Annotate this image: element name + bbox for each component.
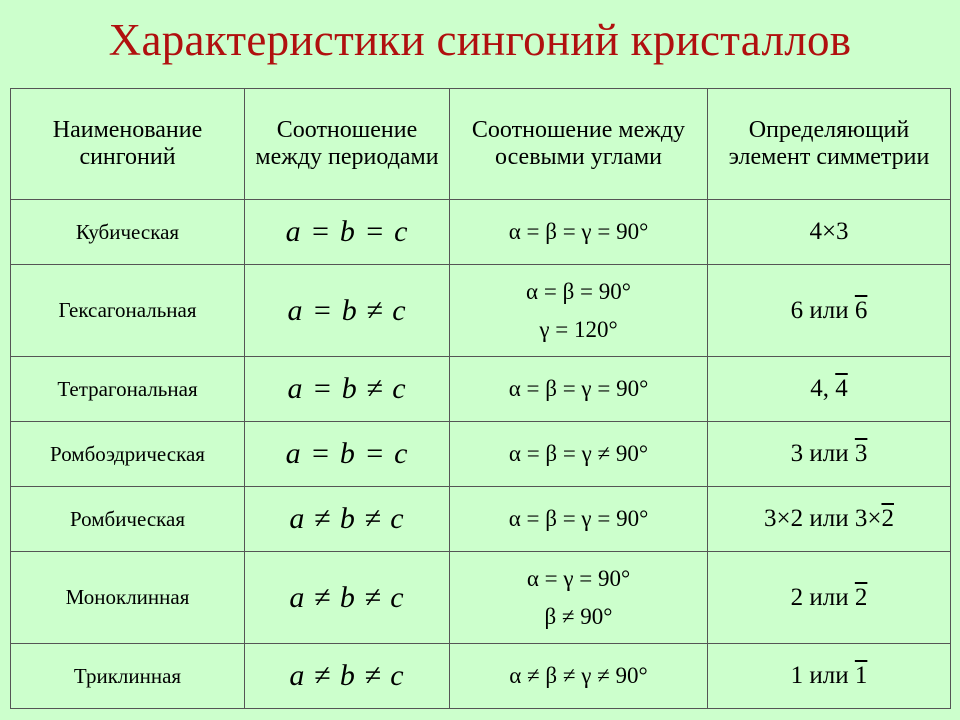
period-relation: a = b = c — [245, 200, 450, 265]
angle-line: α ≠ β ≠ γ ≠ 90° — [509, 663, 648, 688]
table-row — [11, 487, 951, 552]
angle-relation — [450, 357, 708, 422]
table-row — [11, 644, 951, 709]
symmetry-or: или — [803, 296, 855, 324]
syngony-name: Тетрагональная — [11, 357, 245, 422]
angle-line: α = β = γ = 90° — [508, 219, 649, 244]
symmetry-or: или — [803, 662, 855, 689]
period-relation: a ≠ b ≠ c — [245, 644, 450, 709]
angle-relation — [450, 552, 708, 644]
symmetry-prefix: 3× — [854, 505, 882, 532]
header-angles: Соотношение между осевыми углами — [450, 89, 708, 200]
symmetry-element — [708, 552, 951, 644]
angle-relation — [450, 644, 708, 709]
symmetry-main: 1 — [790, 662, 804, 689]
table-row — [11, 265, 951, 357]
symmetry-inversion: 3 — [854, 440, 868, 467]
symmetry-element — [708, 487, 951, 552]
syngony-name: Моноклинная — [11, 552, 245, 644]
angle-line: α = β = γ ≠ 90° — [508, 441, 649, 466]
period-relation: a = b ≠ c — [245, 265, 450, 357]
angle-relation — [450, 487, 708, 552]
syngony-name: Кубическая — [11, 200, 245, 265]
symmetry-inversion: 4 — [835, 375, 848, 402]
symmetry-main: 3×2 — [764, 505, 804, 532]
header-symmetry: Определяющий элемент симметрии — [708, 89, 951, 200]
table-row — [11, 552, 951, 644]
symmetry-or: или — [803, 583, 855, 611]
syngony-name: Гексагональная — [11, 265, 245, 357]
syngony-name: Ромбическая — [11, 487, 245, 552]
symmetry-main: 6 — [790, 296, 804, 324]
symmetry-inversion: 2 — [854, 583, 868, 611]
period-relation: a ≠ b ≠ c — [245, 552, 450, 644]
header-name: Наименование сингоний — [11, 89, 245, 200]
symmetry-or: или — [803, 505, 855, 532]
period-relation: a = b = c — [245, 422, 450, 487]
page-title: Характеристики сингоний кристаллов — [108, 15, 852, 65]
table-row — [11, 422, 951, 487]
symmetry-inversion: 1 — [854, 662, 868, 689]
angle-relation — [450, 265, 708, 357]
symmetry-main: 4, — [810, 375, 829, 402]
angle-line: β ≠ 90° — [544, 603, 613, 629]
angle-line: α = β = γ = 90° — [508, 506, 649, 531]
symmetry-inversion: 6 — [854, 296, 868, 324]
header-periods: Соотношение между периодами — [245, 89, 450, 200]
angle-line: α = β = 90° — [526, 278, 631, 304]
angle-line: α = γ = 90° — [526, 565, 631, 591]
symmetry-main: 2 — [790, 583, 804, 611]
syngony-name: Триклинная — [11, 644, 245, 709]
table-row — [11, 357, 951, 422]
symmetry-element — [708, 200, 951, 265]
syngony-name: Ромбоэдрическая — [11, 422, 245, 487]
period-relation: a ≠ b ≠ c — [245, 487, 450, 552]
period-relation: a = b ≠ c — [245, 357, 450, 422]
symmetry-element — [708, 422, 951, 487]
symmetry-element — [708, 265, 951, 357]
symmetry-inversion: 2 — [881, 505, 894, 532]
table-row — [11, 200, 951, 265]
symmetry-element — [708, 357, 951, 422]
symmetry-or: или — [803, 440, 855, 467]
angle-relation — [450, 422, 708, 487]
angle-relation — [450, 200, 708, 265]
angle-line: γ = 120° — [539, 316, 618, 342]
angle-line: α = β = γ = 90° — [508, 376, 649, 401]
symmetry-main: 3 — [790, 440, 804, 467]
header-row — [11, 89, 951, 200]
symmetry-main: 4×3 — [809, 218, 849, 245]
symmetry-element — [708, 644, 951, 709]
syngony-table — [10, 88, 951, 709]
